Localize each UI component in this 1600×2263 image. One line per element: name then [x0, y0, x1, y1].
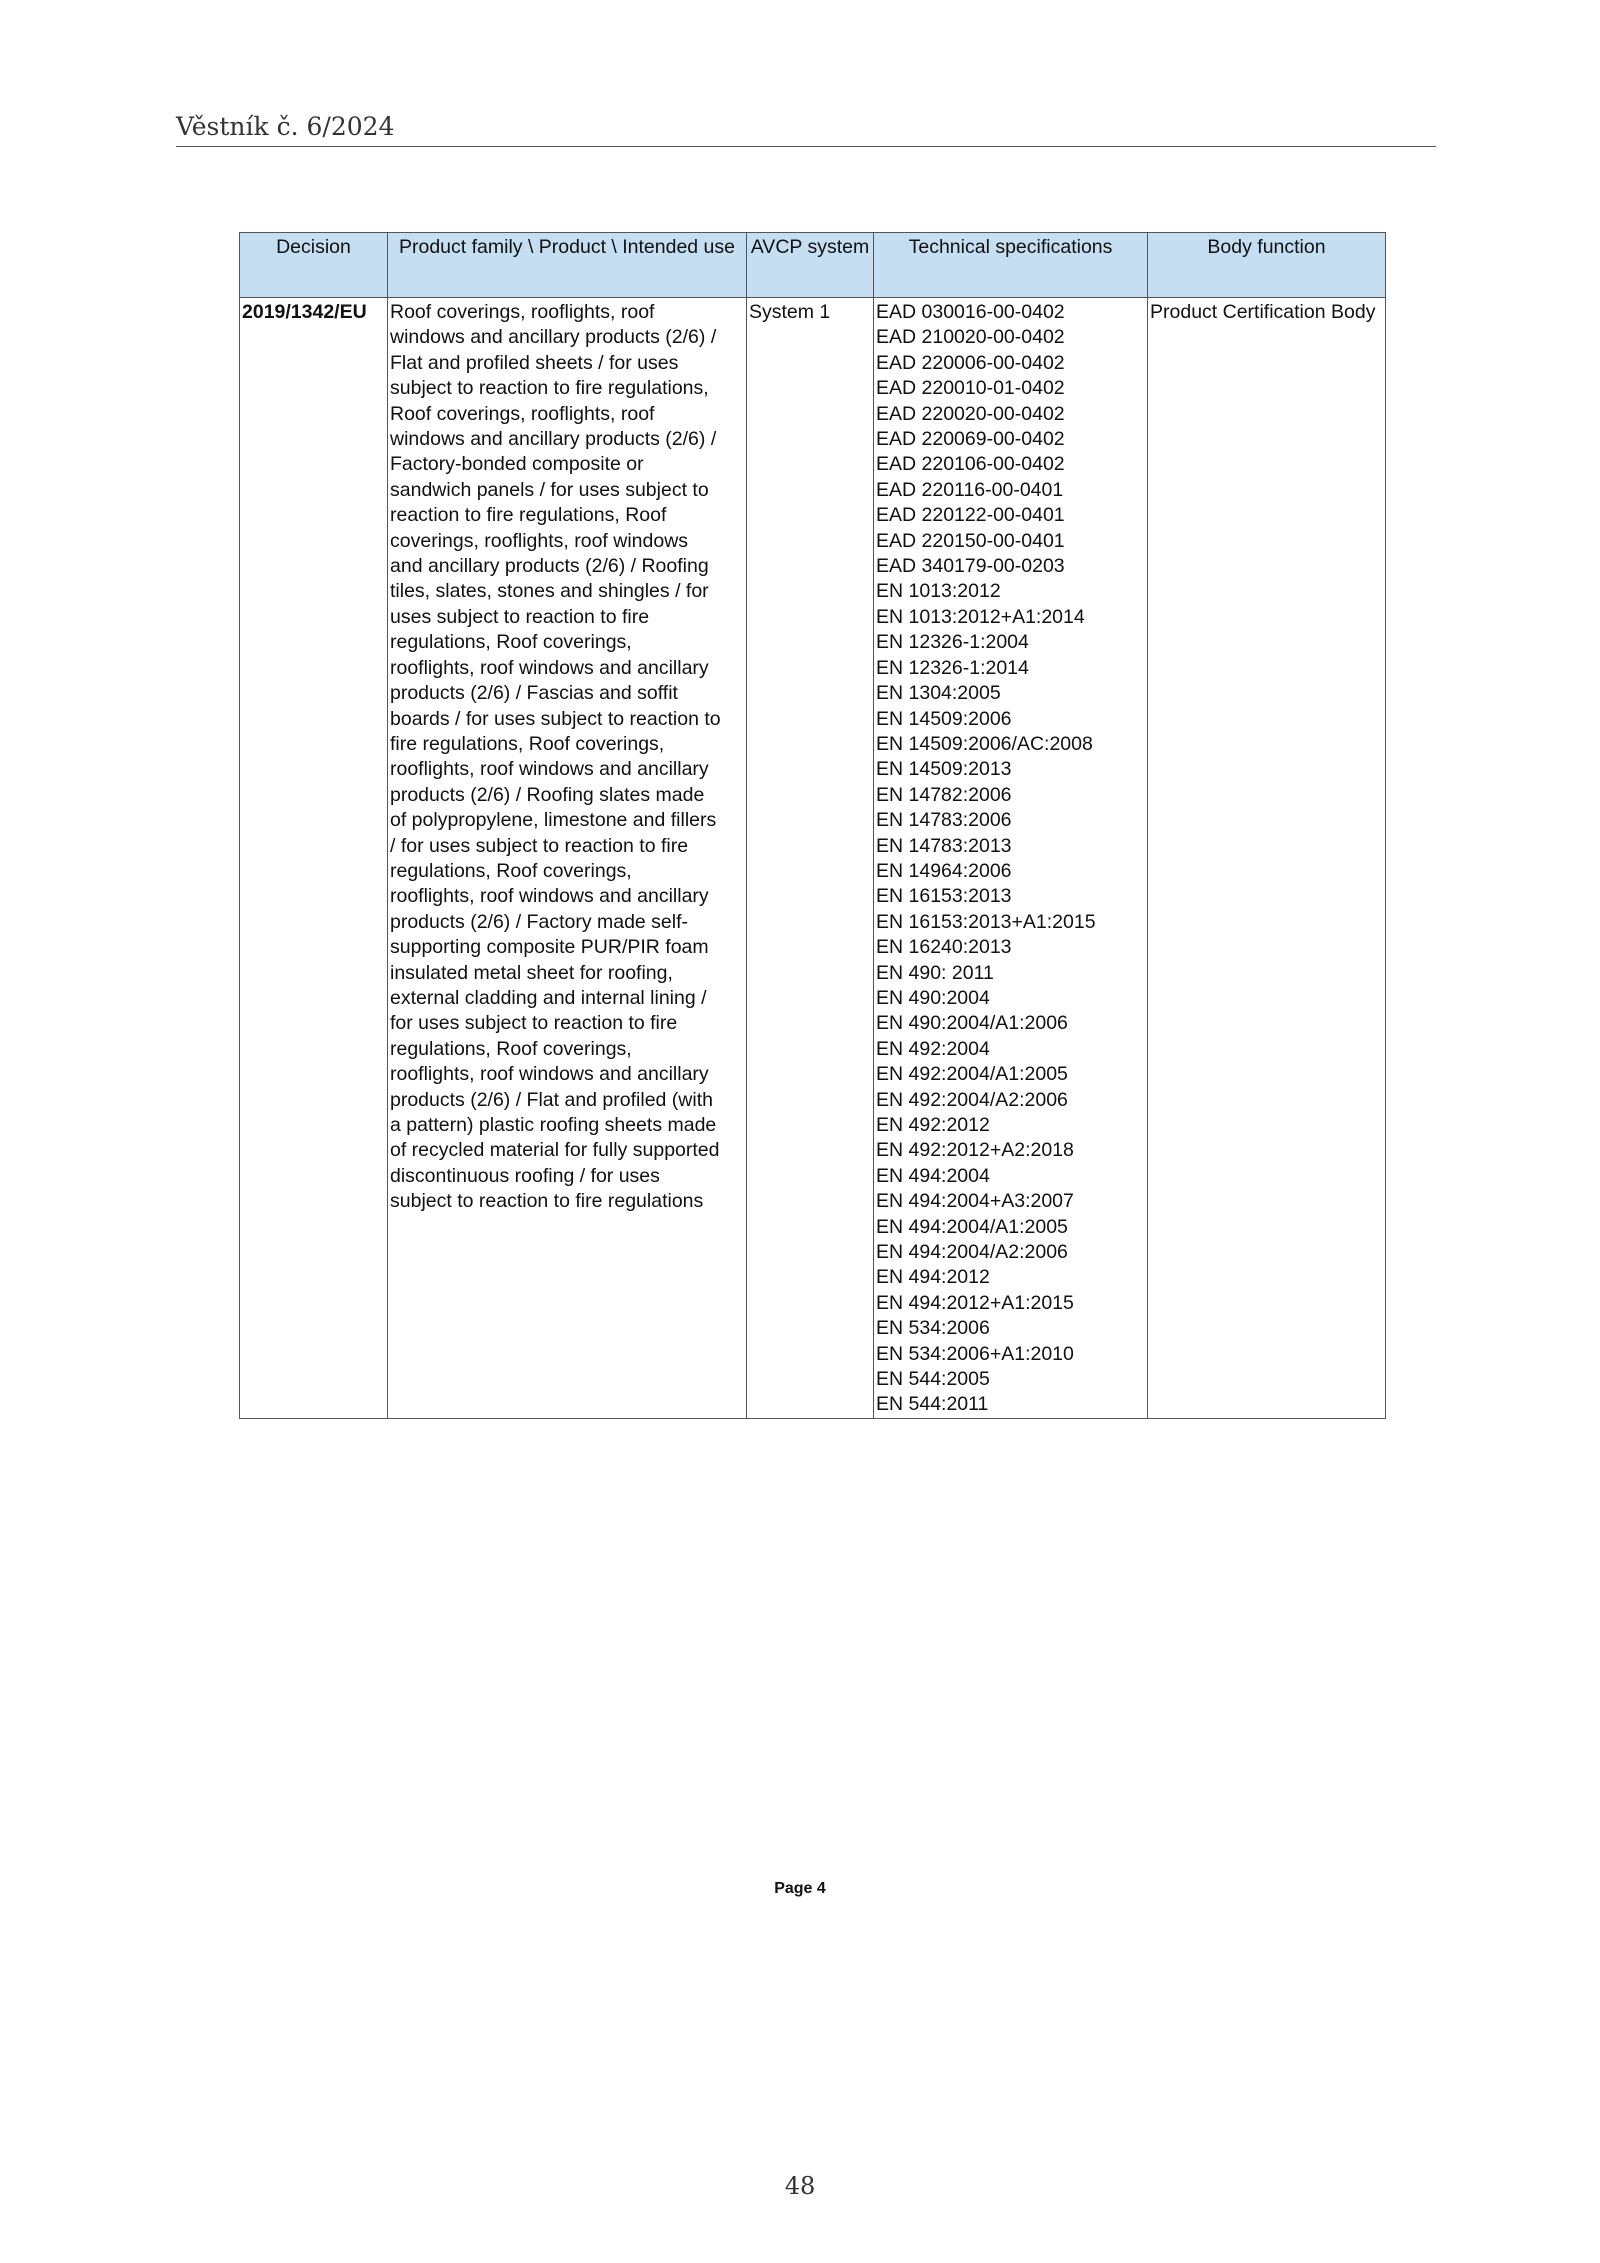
- table-page-label: Page 4: [774, 1880, 826, 1897]
- column-header-technical-specifications: Technical specifications: [874, 233, 1148, 298]
- header-title: Věstník č. 6/2024: [176, 112, 395, 141]
- page-number: 48: [784, 2172, 816, 2200]
- decision-cell: 2019/1342/EU: [240, 298, 388, 1419]
- product-family-cell: Roof coverings, rooflights, roof windows and ancillary products (2/6) / Flat and profiled sheets / for uses subject to reaction to fire regulations, Roof coverings, rooflights, roof windows and ancillary products (2/6) / Factory-bonded composite or sandwich panels / for uses subject to reaction to fire regulations, Roof coverings, rooflights, roof windows and ancillary products (2/6) / Roofing tiles, slates, stones and shingles / for uses subject to reaction to fire regulations, Roof coverings, rooflights, roof windows and ancillary products (2/6) / Fascias and soffit boards / for uses subject to reaction to fire regulations, Roof coverings, rooflights, roof windows and ancillary products (2/6) / Roofing slates made of polypropylene, limestone and fillers / for uses subject to reaction to fire regulations, Roof coverings, rooflights, roof windows and ancillary products (2/6) / Factory made self- supporting composite PUR/PIR foam insulated metal sheet for roofing, external cladding and internal lining / for uses subject to reaction to fire regulations, Roof coverings, rooflights, roof windows and ancillary products (2/6) / Flat and profiled (with a pattern) plastic roofing sheets made of recycled material for fully supported discontinuous roofing / for uses subject to reaction to fire regulations: [388, 298, 747, 1419]
- header-divider: [176, 146, 1436, 147]
- table-row: [240, 298, 1386, 1419]
- column-header-product-family: Product family \ Product \ Intended use: [388, 233, 747, 298]
- column-header-decision: Decision: [240, 233, 388, 298]
- column-header-body-function: Body function: [1148, 233, 1386, 298]
- table-header-row: [240, 233, 1386, 298]
- avcp-system-cell: System 1: [747, 298, 874, 1419]
- technical-specifications-cell: EAD 030016-00-0402 EAD 210020-00-0402 EAD 220006-00-0402 EAD 220010-01-0402 EAD 220020-00-0402 EAD 220069-00-0402 EAD 220106-00-0402 EAD 220116-00-0401 EAD 220122-00-0401 EAD 220150-00-0401 EAD 340179-00-0203 EN 1013:2012 EN 1013:2012+A1:2014 EN 12326-1:2004 EN 12326-1:2014 EN 1304:2005 EN 14509:2006 EN 14509:2006/AC:2008 EN 14509:2013 EN 14782:2006 EN 14783:2006 EN 14783:2013 EN 14964:2006 EN 16153:2013 EN 16153:2013+A1:2015 EN 16240:2013 EN 490: 2011 EN 490:2004 EN 490:2004/A1:2006 EN 492:2004 EN 492:2004/A1:2005 EN 492:2004/A2:2006 EN 492:2012 EN 492:2012+A2:2018 EN 494:2004 EN 494:2004+A3:2007 EN 494:2004/A1:2005 EN 494:2004/A2:2006 EN 494:2012 EN 494:2012+A1:2015 EN 534:2006 EN 534:2006+A1:2010 EN 544:2005 EN 544:2011: [874, 298, 1148, 1419]
- column-header-avcp-system: AVCP system: [747, 233, 874, 298]
- body-function-cell: Product Certification Body: [1148, 298, 1386, 1419]
- specification-table: [239, 232, 1386, 1419]
